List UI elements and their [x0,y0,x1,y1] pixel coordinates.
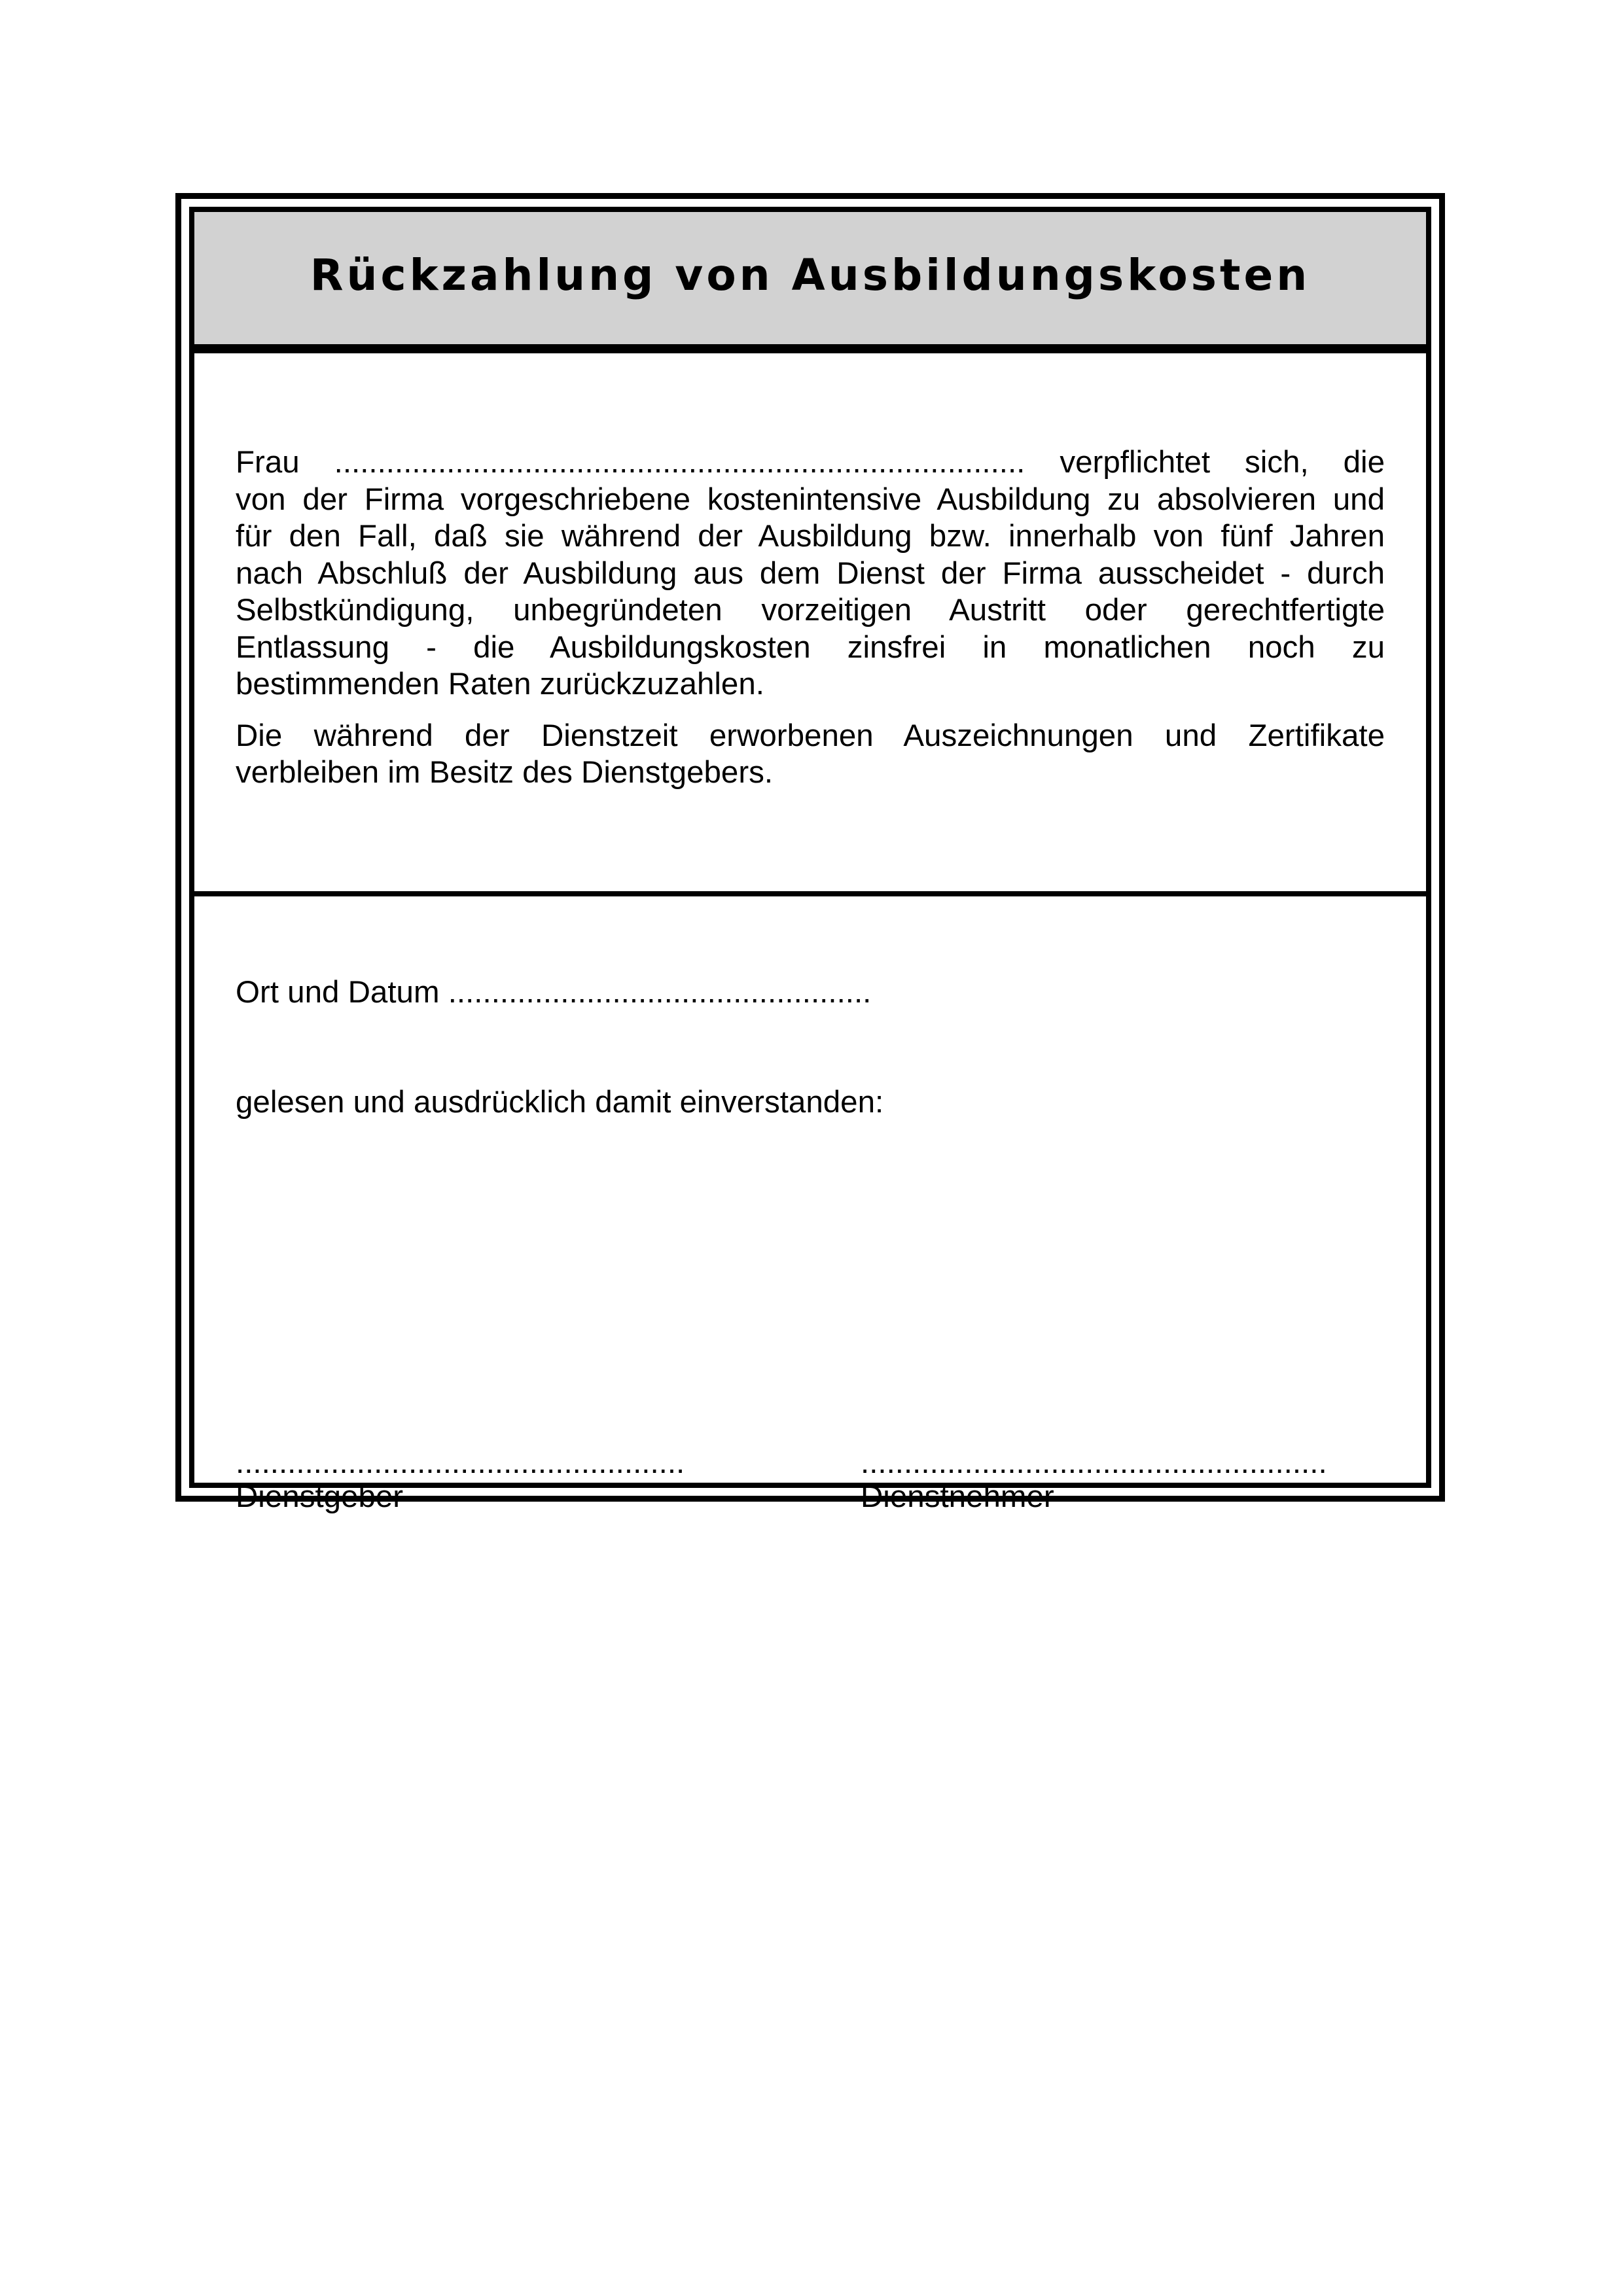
employee-label: Dienstnehmer [861,1479,1054,1514]
employee-signature-line: ...................................................... [861,1445,1327,1480]
clause-paragraph-1 [236,444,1385,703]
employer-label: Dienstgeber [236,1479,404,1514]
clause-line: für den Fall, daß sie während der Ausbildung bzw. innerhalb von fünf Jahren [236,519,1385,554]
section-divider [194,891,1426,896]
clause-line: nach Abschluß der Ausbildung aus dem Dienst der Firma ausscheidet - durch [236,556,1385,591]
agreement-statement: gelesen und ausdrücklich damit einverstanden: [236,1085,884,1120]
employer-signature-line: .................................................... [236,1445,685,1480]
place-date-field: Ort und Datum ................................................. [236,975,872,1010]
title-band [194,212,1426,353]
clause-line: bestimmenden Raten zurückzuzahlen. [236,667,764,701]
clause-line: Selbstkündigung, unbegründeten vorzeitigen Austritt oder gerechtfertigte [236,593,1385,627]
clause-block [236,444,1385,806]
employer-signature [236,1446,685,1514]
outer-frame [175,193,1445,1514]
employee-signature [861,1446,1327,1514]
clause-line: verbleiben im Besitz des Dienstgebers. [236,755,774,790]
clause-line: von der Firma vorgeschriebene kostenintensive Ausbildung zu absolvieren und [236,482,1385,517]
clause-line: Entlassung - die Ausbildungskosten zinsfrei in monatlichen noch zu [236,629,1385,665]
clause-line: Die während der Dienstzeit erworbenen Auszeichnungen und Zertifikate [236,718,1385,753]
document-title: Rückzahlung von Ausbildungskosten [310,249,1311,300]
inner-frame [189,207,1431,1514]
clause-paragraph-2 [236,718,1385,792]
clause-line: Frau ................................................................................ verpflichtet sich, die [236,445,1385,480]
